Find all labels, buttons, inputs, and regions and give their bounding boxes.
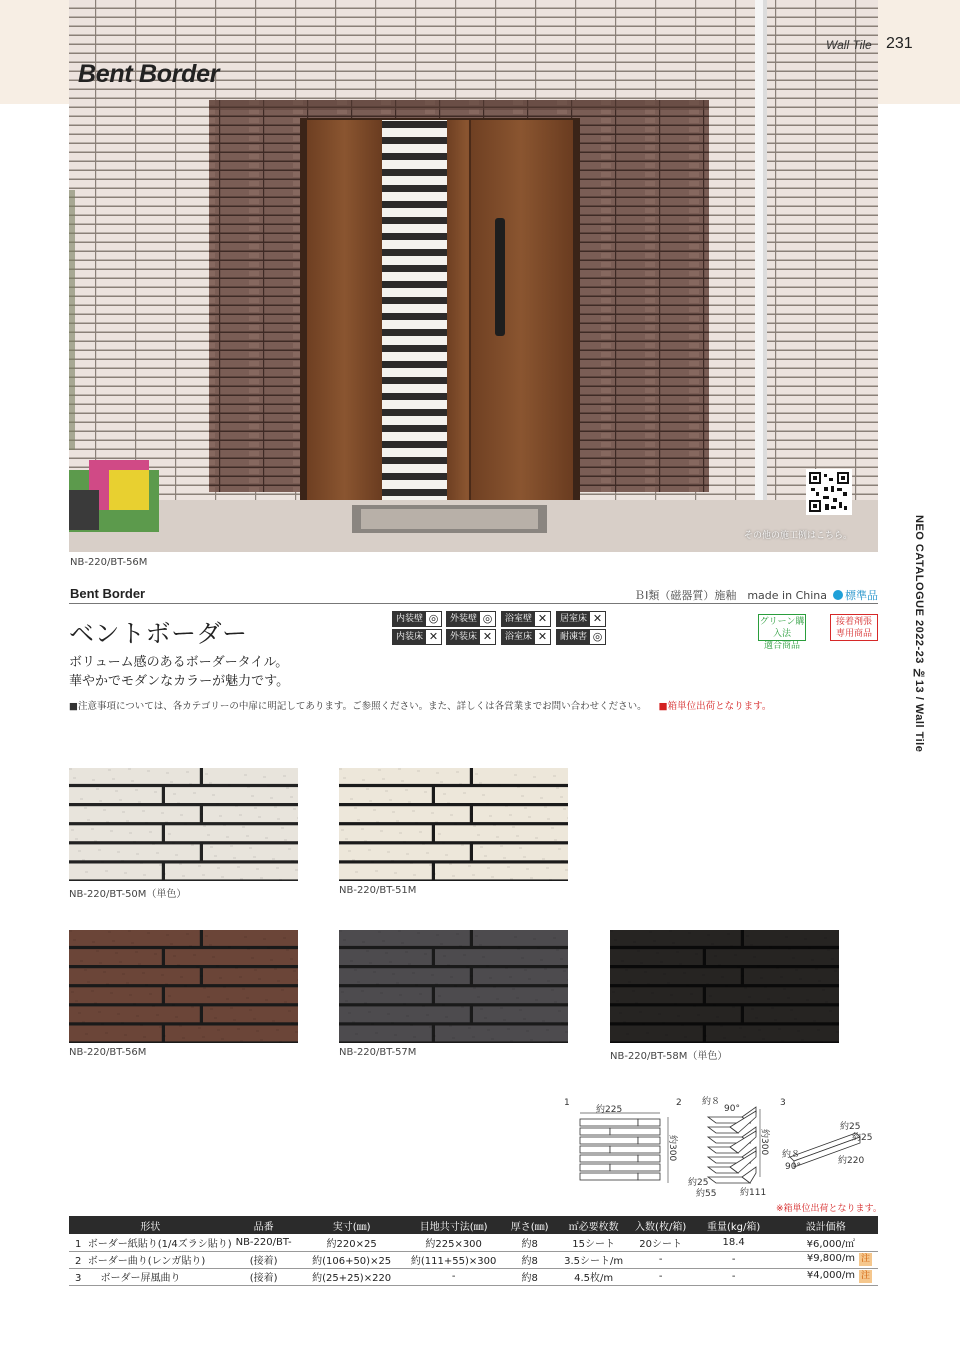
swatch-bt-50m <box>69 768 298 881</box>
swatch-label: NB-220/BT-51M <box>339 885 417 896</box>
col-joint: 目地共寸法(㎜) <box>408 1216 500 1234</box>
shape-diagrams <box>560 1093 880 1203</box>
box-shipping-note: ■箱単位出荷となります。 <box>658 701 772 712</box>
series-name-en: Bent Border <box>70 586 146 601</box>
usage-chip: 耐凍害 ◎ <box>556 629 606 645</box>
dim-label: 約25 <box>688 1178 709 1188</box>
swatch-bt-58m <box>610 930 839 1043</box>
col-weight: 重量(kg/箱) <box>694 1216 774 1234</box>
dim-label: 約300 <box>667 1135 677 1162</box>
angle-label: 90° <box>724 1104 740 1114</box>
caution-note: ■注意事項については、各カテゴリーの中扉に明記してあります。ご参照ください。また、詳しくは各営業までお問い合わせください。 ■箱単位出荷となります。 <box>69 701 772 712</box>
swatch-label: NB-220/BT-56M <box>69 1047 147 1058</box>
diagram-number: 1 <box>564 1098 570 1108</box>
page-number: 231 <box>886 35 913 52</box>
usage-chip: 内装壁 ◎ <box>392 611 442 627</box>
usage-chip: 内装床 ✕ <box>392 629 442 645</box>
standard-label: 標準品 <box>845 589 878 602</box>
qr-caption: その他の施工例はこちら。 <box>744 531 853 541</box>
dim-label: 約300 <box>759 1129 769 1156</box>
spec-line <box>634 587 878 603</box>
table-row: 2 ボーダー曲り(レンガ貼り) (接着) 約(106+50)×25 約(111+55)×300 約8 3.5シート/m - - ¥9,800/m 注 <box>69 1251 878 1268</box>
usage-chip: 浴室床 ✕ <box>501 629 551 645</box>
dim-label: 約111 <box>740 1188 767 1198</box>
divider <box>69 603 878 604</box>
col-code: 品番 <box>232 1216 296 1234</box>
swatch-bt-51m <box>339 768 568 881</box>
dim-label: 約225 <box>596 1105 623 1115</box>
col-price: 設計価格 <box>774 1216 878 1234</box>
swatch-label: NB-220/BT-50M（単色） <box>69 889 187 900</box>
spec-table <box>69 1216 878 1286</box>
dim-label: 約25 <box>852 1133 873 1143</box>
section-label: Wall Tile <box>826 38 872 52</box>
table-row: 3 ボーダー屏風曲り (接着) 約(25+25)×220 - 約8 4.5枚/m - - ¥4,000/m 注 <box>69 1268 878 1285</box>
swatch-bt-57m <box>339 930 568 1043</box>
diagram-note: ※箱単位出荷となります。 <box>776 1204 882 1214</box>
green-purchase-badge: グリーン購入法 適合商品 <box>758 614 806 641</box>
diagram-number: 2 <box>676 1098 682 1108</box>
table-row: 1 ボーダー紙貼り(1/4ズラシ貼り) NB-220/BT- 約220×25 約225×300 約8 15シート 20シート 18.4 ¥6,000/㎡ <box>69 1234 878 1251</box>
adhesive-only-badge: 接着剤張 専用商品 <box>830 614 878 641</box>
table-header-row <box>69 1216 878 1234</box>
col-required: ㎡必要枚数 <box>560 1216 628 1234</box>
usage-chip: 外装床 ✕ <box>446 629 496 645</box>
usage-chip: 居室床 ✕ <box>556 611 606 627</box>
dim-label: 約８ <box>702 1097 721 1107</box>
dim-label: 約８ <box>782 1150 801 1160</box>
caution-tag: 注 <box>860 1271 870 1281</box>
col-quantity: 入数(枚/箱) <box>628 1216 694 1234</box>
swatch-bt-56m <box>69 930 298 1043</box>
dim-label: 約25 <box>840 1122 861 1132</box>
standard-dot-icon <box>833 590 843 600</box>
col-shape: 形状 <box>69 1216 232 1234</box>
swatch-label: NB-220/BT-57M <box>339 1047 417 1058</box>
series-name-jp: ベントボーダー <box>69 619 248 648</box>
qr-code[interactable] <box>806 469 852 515</box>
usage-chip: 外装壁 ◎ <box>446 611 496 627</box>
swatch-label: NB-220/BT-58M（単色） <box>610 1051 728 1062</box>
hero-caption: NB-220/BT-56M <box>70 557 148 568</box>
catalogue-side-label: NEO CATALOGUE 2022-23 №13 / Wall Tile <box>913 515 925 753</box>
col-thickness: 厚さ(㎜) <box>500 1216 560 1234</box>
diagram-1 <box>564 1098 679 1183</box>
diagram-3 <box>780 1098 872 1172</box>
spec-text: ＢⅠ類（磁器質）施釉 made in China <box>634 589 827 602</box>
angle-label: 90° <box>785 1162 801 1172</box>
diagram-2 <box>676 1095 771 1199</box>
col-size: 実寸(㎜) <box>296 1216 408 1234</box>
diagram-number: 3 <box>780 1098 786 1108</box>
usage-chip: 浴室壁 ✕ <box>501 611 551 627</box>
dim-label: 約220 <box>838 1156 865 1166</box>
product-description: ボリューム感のあるボーダータイル。 華やかでモダンなカラーが魅力です。 <box>69 655 290 689</box>
caution-tag: 注 <box>860 1254 870 1264</box>
hero-title: Bent Border <box>78 60 220 88</box>
dim-label: 約55 <box>696 1189 717 1199</box>
